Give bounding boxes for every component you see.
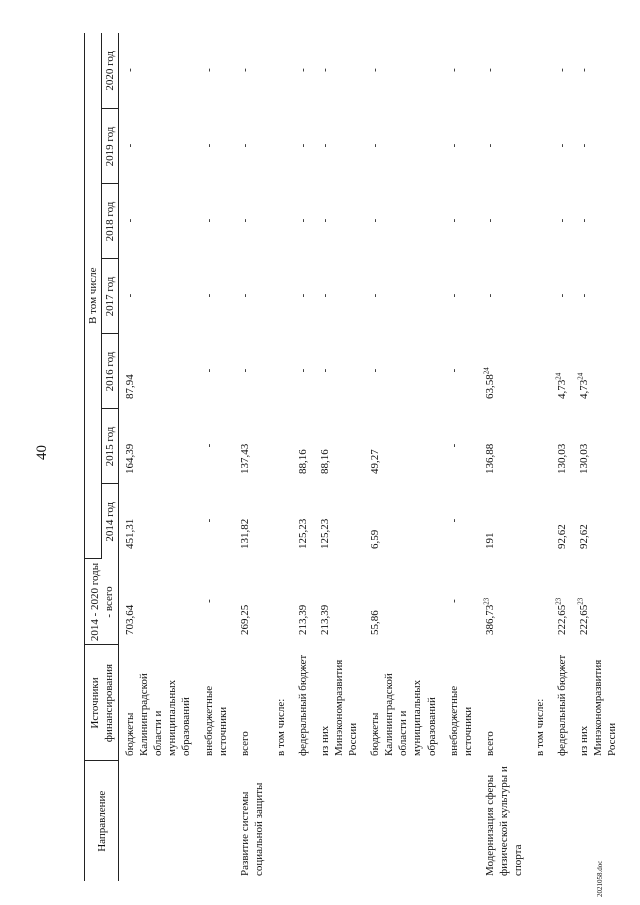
- year-value-cell: -: [296, 68, 309, 72]
- year-value-cell: -: [556, 218, 569, 223]
- source-cell: в том числе:: [274, 698, 287, 756]
- year-value-cell: [270, 484, 292, 559]
- year-value-cell: -: [483, 218, 496, 223]
- year-value-cell: [270, 184, 292, 259]
- total-cell: -: [447, 599, 460, 603]
- year-value-cell: [529, 109, 551, 184]
- table-row: [573, 33, 623, 881]
- year-value-cell: -: [319, 143, 332, 148]
- table-body: [119, 33, 624, 881]
- year-value-cell: 125,23: [319, 518, 332, 549]
- year-value-cell: -: [202, 293, 215, 298]
- total-cell: 269,25: [238, 604, 251, 635]
- year-value-cell: 451,31: [124, 518, 137, 549]
- direction-cell: [364, 761, 442, 881]
- header-sources: Источники финансирования: [85, 645, 119, 761]
- year-value-cell: -: [447, 143, 460, 148]
- table-row: [529, 33, 551, 881]
- year-value-cell: -: [124, 218, 137, 223]
- header-year: 2020 год: [102, 33, 119, 109]
- total-cell: [270, 559, 292, 645]
- year-value-cell: -: [447, 218, 460, 223]
- header-year: 2019 год: [102, 109, 119, 184]
- source-cell: в том числе:: [534, 698, 547, 756]
- year-value-cell: -: [319, 218, 332, 223]
- year-value-cell: [529, 33, 551, 109]
- year-value-cell: -: [447, 68, 460, 72]
- year-value-cell: -: [238, 293, 251, 298]
- table-row: [292, 33, 314, 881]
- year-value-cell: -: [319, 368, 332, 373]
- footnote-ref: 24: [554, 372, 563, 380]
- year-value-cell: -: [578, 293, 591, 298]
- year-value-cell: 130,03: [578, 443, 591, 474]
- page-number: 40: [34, 445, 50, 460]
- year-value-cell: -: [319, 293, 332, 298]
- source-cell: бюджеты Калининградской области и муниципальных образований: [124, 673, 193, 756]
- year-value-cell: -: [238, 218, 251, 223]
- year-value-cell: [529, 259, 551, 334]
- year-value-cell: -: [578, 68, 591, 72]
- total-cell: -: [202, 599, 215, 603]
- year-value-cell: 125,23: [296, 518, 309, 549]
- year-value-cell: -: [202, 368, 215, 373]
- year-value-cell: [529, 334, 551, 409]
- year-value-cell: -: [238, 143, 251, 148]
- footnote-ref: 24: [482, 367, 491, 375]
- year-value-cell: [270, 33, 292, 109]
- year-value-cell: 4,73$^{24}$: [554, 372, 569, 399]
- year-value-cell: -: [202, 143, 215, 148]
- year-value-cell: 137,43: [238, 443, 251, 474]
- year-value-cell: 131,82: [238, 518, 251, 549]
- year-value-cell: -: [369, 293, 382, 298]
- total-cell: 703,64: [124, 604, 137, 635]
- year-value-cell: -: [447, 518, 460, 523]
- year-value-cell: 49,27: [369, 449, 382, 474]
- footnote-ref: 23: [482, 597, 491, 605]
- total-cell: 213,39: [296, 604, 309, 635]
- total-cell: 55,86: [369, 610, 382, 635]
- year-value-cell: 191: [483, 532, 496, 549]
- year-value-cell: 63,58$^{24}$: [482, 367, 496, 399]
- direction-cell: [119, 761, 198, 881]
- source-cell: федеральный бюджет: [296, 654, 309, 756]
- total-cell: 386,73$^{23}$: [482, 597, 496, 635]
- table-row: [234, 33, 270, 881]
- year-value-cell: 164,39: [124, 443, 137, 474]
- header-year: 2018 год: [102, 184, 119, 259]
- direction-cell: [443, 761, 479, 881]
- year-value-cell: -: [578, 218, 591, 223]
- year-value-cell: -: [483, 68, 496, 72]
- header-year: 2017 год: [102, 259, 119, 334]
- direction-cell: [314, 761, 364, 881]
- year-value-cell: -: [202, 443, 215, 448]
- year-value-cell: -: [369, 143, 382, 148]
- year-value-cell: -: [238, 68, 251, 72]
- source-cell: внебюджетные источники: [447, 685, 474, 756]
- year-value-cell: -: [296, 368, 309, 373]
- year-value-cell: 136,88: [483, 443, 496, 474]
- direction-cell: [270, 761, 292, 881]
- year-value-cell: -: [202, 218, 215, 223]
- footer-filename: 2021058.doc: [596, 860, 604, 897]
- year-value-cell: -: [296, 218, 309, 223]
- year-value-cell: -: [556, 68, 569, 72]
- year-value-cell: 4,73$^{24}$: [576, 372, 591, 399]
- table-row: [270, 33, 292, 881]
- header-direction: Направление: [85, 761, 119, 881]
- direction-cell: Развитие системы социальной защиты: [238, 782, 265, 876]
- source-cell: федеральный бюджет: [556, 654, 569, 756]
- source-cell: всего: [238, 731, 251, 756]
- footnote-ref: 23: [554, 597, 563, 605]
- year-value-cell: -: [124, 143, 137, 148]
- total-cell: 222,65$^{23}$: [576, 597, 591, 635]
- source-cell: из них Минэкономразвития России: [319, 659, 360, 756]
- year-value-cell: -: [202, 68, 215, 72]
- year-value-cell: [270, 409, 292, 484]
- year-value-cell: [529, 409, 551, 484]
- year-value-cell: -: [296, 143, 309, 148]
- year-value-cell: -: [447, 443, 460, 448]
- year-value-cell: [270, 109, 292, 184]
- header-including: В том числе: [85, 33, 102, 559]
- year-value-cell: 130,03: [556, 443, 569, 474]
- year-value-cell: 88,16: [319, 449, 332, 474]
- year-value-cell: [270, 334, 292, 409]
- header-total: 2014 - 2020 годы - всего: [85, 559, 119, 645]
- header-year: 2014 год: [102, 484, 119, 559]
- year-value-cell: -: [124, 68, 137, 72]
- table-row: [551, 33, 573, 881]
- year-value-cell: -: [578, 143, 591, 148]
- year-value-cell: [529, 484, 551, 559]
- direction-cell: [198, 761, 234, 881]
- year-value-cell: -: [556, 293, 569, 298]
- year-value-cell: -: [483, 293, 496, 298]
- year-value-cell: 6,59: [369, 529, 382, 549]
- direction-cell: [292, 761, 314, 881]
- table-row: [198, 33, 234, 881]
- year-value-cell: -: [238, 368, 251, 373]
- source-cell: внебюджетные источники: [202, 685, 229, 756]
- total-cell: 213,39: [319, 604, 332, 635]
- year-value-cell: -: [124, 293, 137, 298]
- year-value-cell: -: [319, 68, 332, 72]
- year-value-cell: -: [369, 368, 382, 373]
- table-row: [364, 33, 442, 881]
- direction-cell: [529, 761, 551, 881]
- year-value-cell: -: [483, 143, 496, 148]
- header-year: 2015 год: [102, 409, 119, 484]
- direction-cell: [551, 761, 573, 881]
- year-value-cell: 87,94: [124, 374, 137, 399]
- footnote-ref: 23: [576, 597, 585, 605]
- total-cell: [529, 559, 551, 645]
- year-value-cell: -: [447, 368, 460, 373]
- source-cell: из них Минэкономразвития России: [578, 659, 619, 756]
- table-row: [443, 33, 479, 881]
- year-value-cell: 92,62: [578, 524, 591, 549]
- year-value-cell: -: [202, 518, 215, 523]
- footnote-ref: 24: [576, 372, 585, 380]
- direction-cell: Модернизация сферы физической культуры и спорта: [483, 766, 524, 876]
- table-row: [119, 33, 198, 881]
- source-cell: бюджеты Калининградской области и муниципальных образований: [369, 673, 438, 756]
- year-value-cell: [270, 259, 292, 334]
- table-row: [314, 33, 364, 881]
- total-cell: 222,65$^{23}$: [554, 597, 569, 635]
- year-value-cell: -: [369, 218, 382, 223]
- funding-table: [84, 33, 623, 881]
- year-value-cell: 88,16: [296, 449, 309, 474]
- year-value-cell: -: [447, 293, 460, 298]
- year-value-cell: -: [369, 68, 382, 72]
- year-value-cell: -: [556, 143, 569, 148]
- table-row: [479, 33, 529, 881]
- source-cell: всего: [483, 731, 496, 756]
- header-year: 2016 год: [102, 334, 119, 409]
- year-value-cell: -: [296, 293, 309, 298]
- year-value-cell: 92,62: [556, 524, 569, 549]
- year-value-cell: [529, 184, 551, 259]
